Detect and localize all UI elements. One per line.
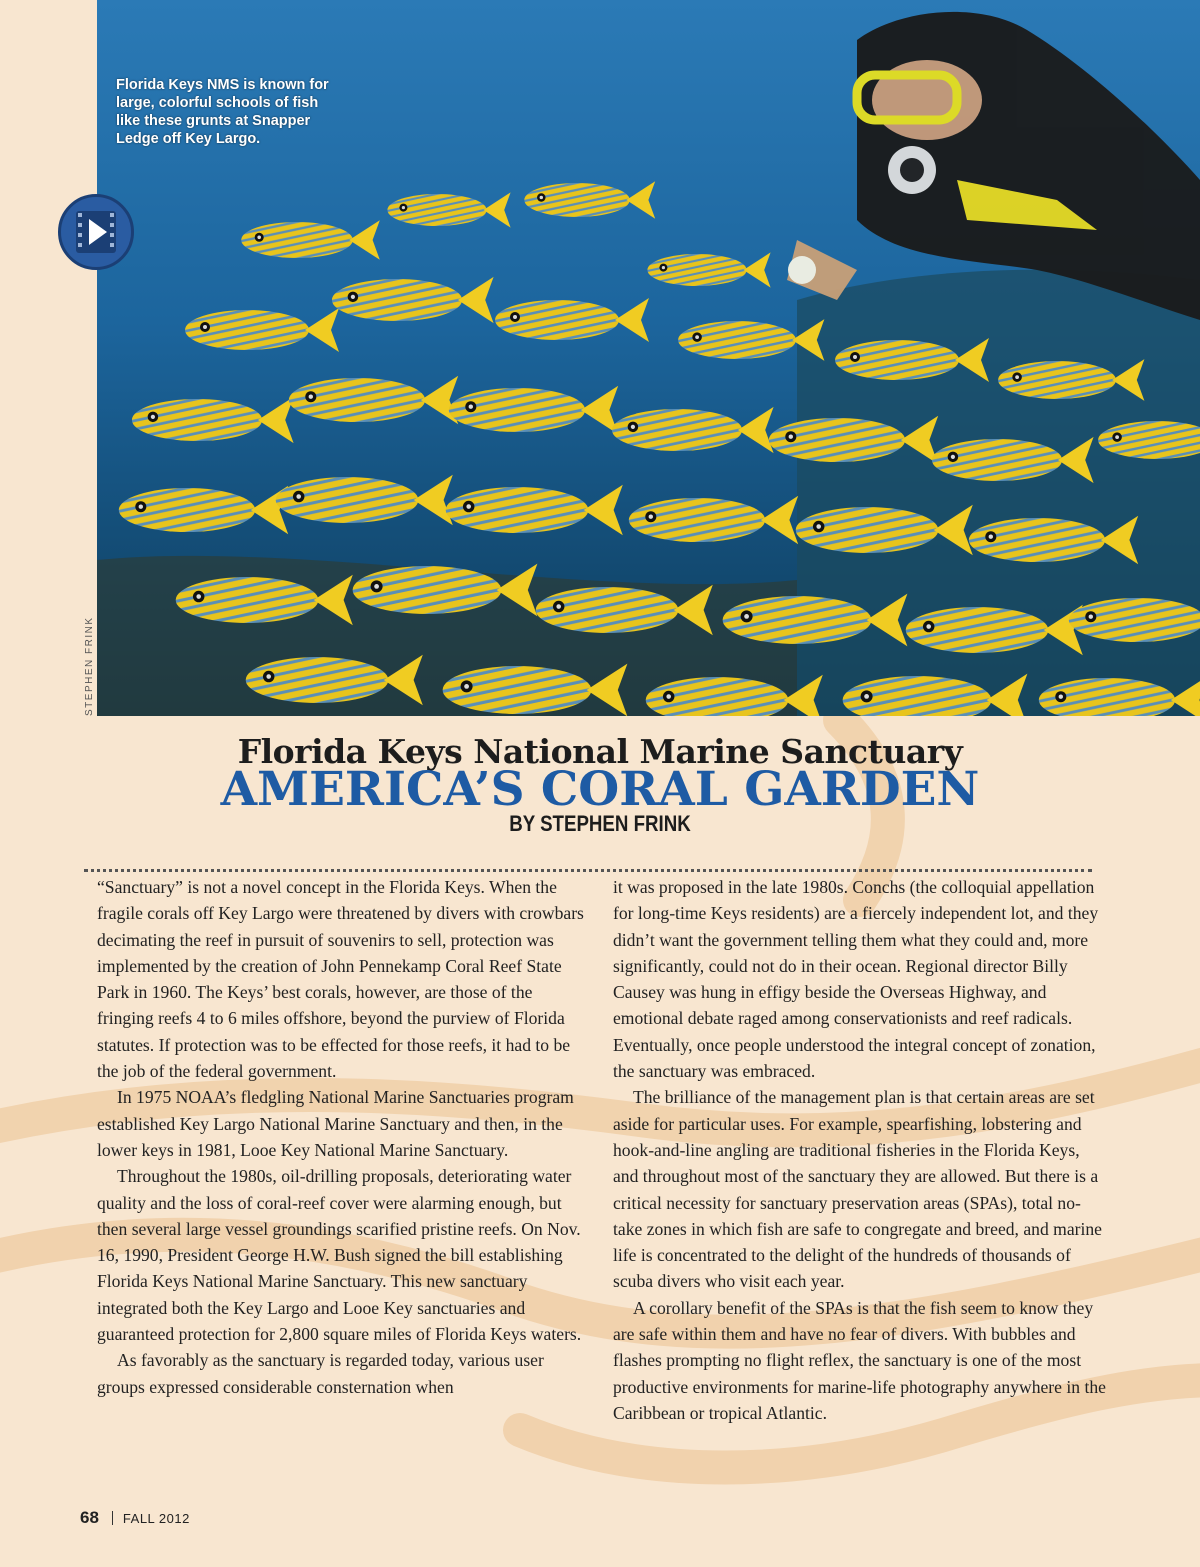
article-kicker: Florida Keys National Marine Sanctuary [237,732,963,771]
footer-separator [112,1511,113,1525]
issue-label: FALL 2012 [122,1510,190,1526]
paragraph: The brilliance of the management plan is that certain areas are set aside for particular uses. For example, spearfishing, lobstering and hook-and-line angling are traditional fisheries in the Florida Keys, and throughout most of the sanctuary they are allowed. But there is a critical necessity for sanctuary preservation areas (SPAs), total no-take zones in which fish are safe to congregate and breed, and marine life is concentrated to the delight of the hundreds of thousands of scuba divers who visit each year. [613,1087,1102,1292]
article-column-left [97,874,591,1400]
paragraph: As favorably as the sanctuary is regarded today, various user groups expressed considerable consternation when [97,1350,544,1397]
paragraph: Throughout the 1980s, oil-drilling proposals, deteriorating water quality and the loss of coral-reef cover were alarming enough, but then several large vessel groundings scarified pristine reefs. On Nov. 16, 1990, President George H.W. Bush signed the bill establishing Florida Keys National Marine Sanctuary. This new sanctuary integrated both the Key Largo and Looe Key sanctuaries and guaranteed protection for 2,800 square miles of Florida Keys waters. [97,1166,582,1345]
play-video-icon [61,197,131,267]
paragraph: In 1975 NOAA’s fledgling National Marine Sanctuaries program established Key Largo National Marine Sanctuary and then, in the lower keys in 1981, Looe Key National Marine Sanctuary. [97,1087,574,1160]
section-divider [84,869,1092,872]
paragraph: “Sanctuary” is not a novel concept in the Florida Keys. When the fragile corals off Key Largo were threatened by divers with crowbars decimating the reef in pursuit of souvenirs to sell, protection was implemented by the creation of John Pennekamp Coral Reef State Park in 1960. The Keys’ best corals, however, are those of the fringing reefs 4 to 6 miles offshore, beyond the purview of Florida statutes. If protection was to be effected for those reefs, it had to be the job of the federal government. [97,877,584,1082]
article-byline: BY STEPHEN FRINK [509,811,691,836]
play-video-button[interactable] [58,194,134,270]
page-footer [80,1508,190,1528]
page-number: 68 [80,1508,99,1527]
paragraph: it was proposed in the late 1980s. Conchs (the colloquial appellation for long-time Keys residents) are a fiercely independent lot, and they didn’t want the government telling them what they could and, more significantly, could not do in their ocean. Regional director Billy Causey was hung in effigy beside the Overseas Highway, and emotional debate raged among conservationists and reef radicals. Eventually, once people understood the integral concept of zonation, the sanctuary was embraced. [613,877,1099,1082]
photo-credit: STEPHEN FRINK [84,616,95,716]
paragraph: A corollary benefit of the SPAs is that the fish seem to know they are safe within them and have no fear of divers. With bubbles and flashes prompting no flight reflex, the sanctuary is one of the most productive environments for marine-life photography anywhere in the Caribbean or tropical Atlantic. [613,1297,1106,1423]
photo-caption: Florida Keys NMS is known for large, colorful schools of fish like these grunts at Snapper Ledge off Key Largo. [116,77,329,147]
article-column-right [613,874,1107,1426]
article-title: AMERICA’S CORAL GARDEN [220,762,980,817]
